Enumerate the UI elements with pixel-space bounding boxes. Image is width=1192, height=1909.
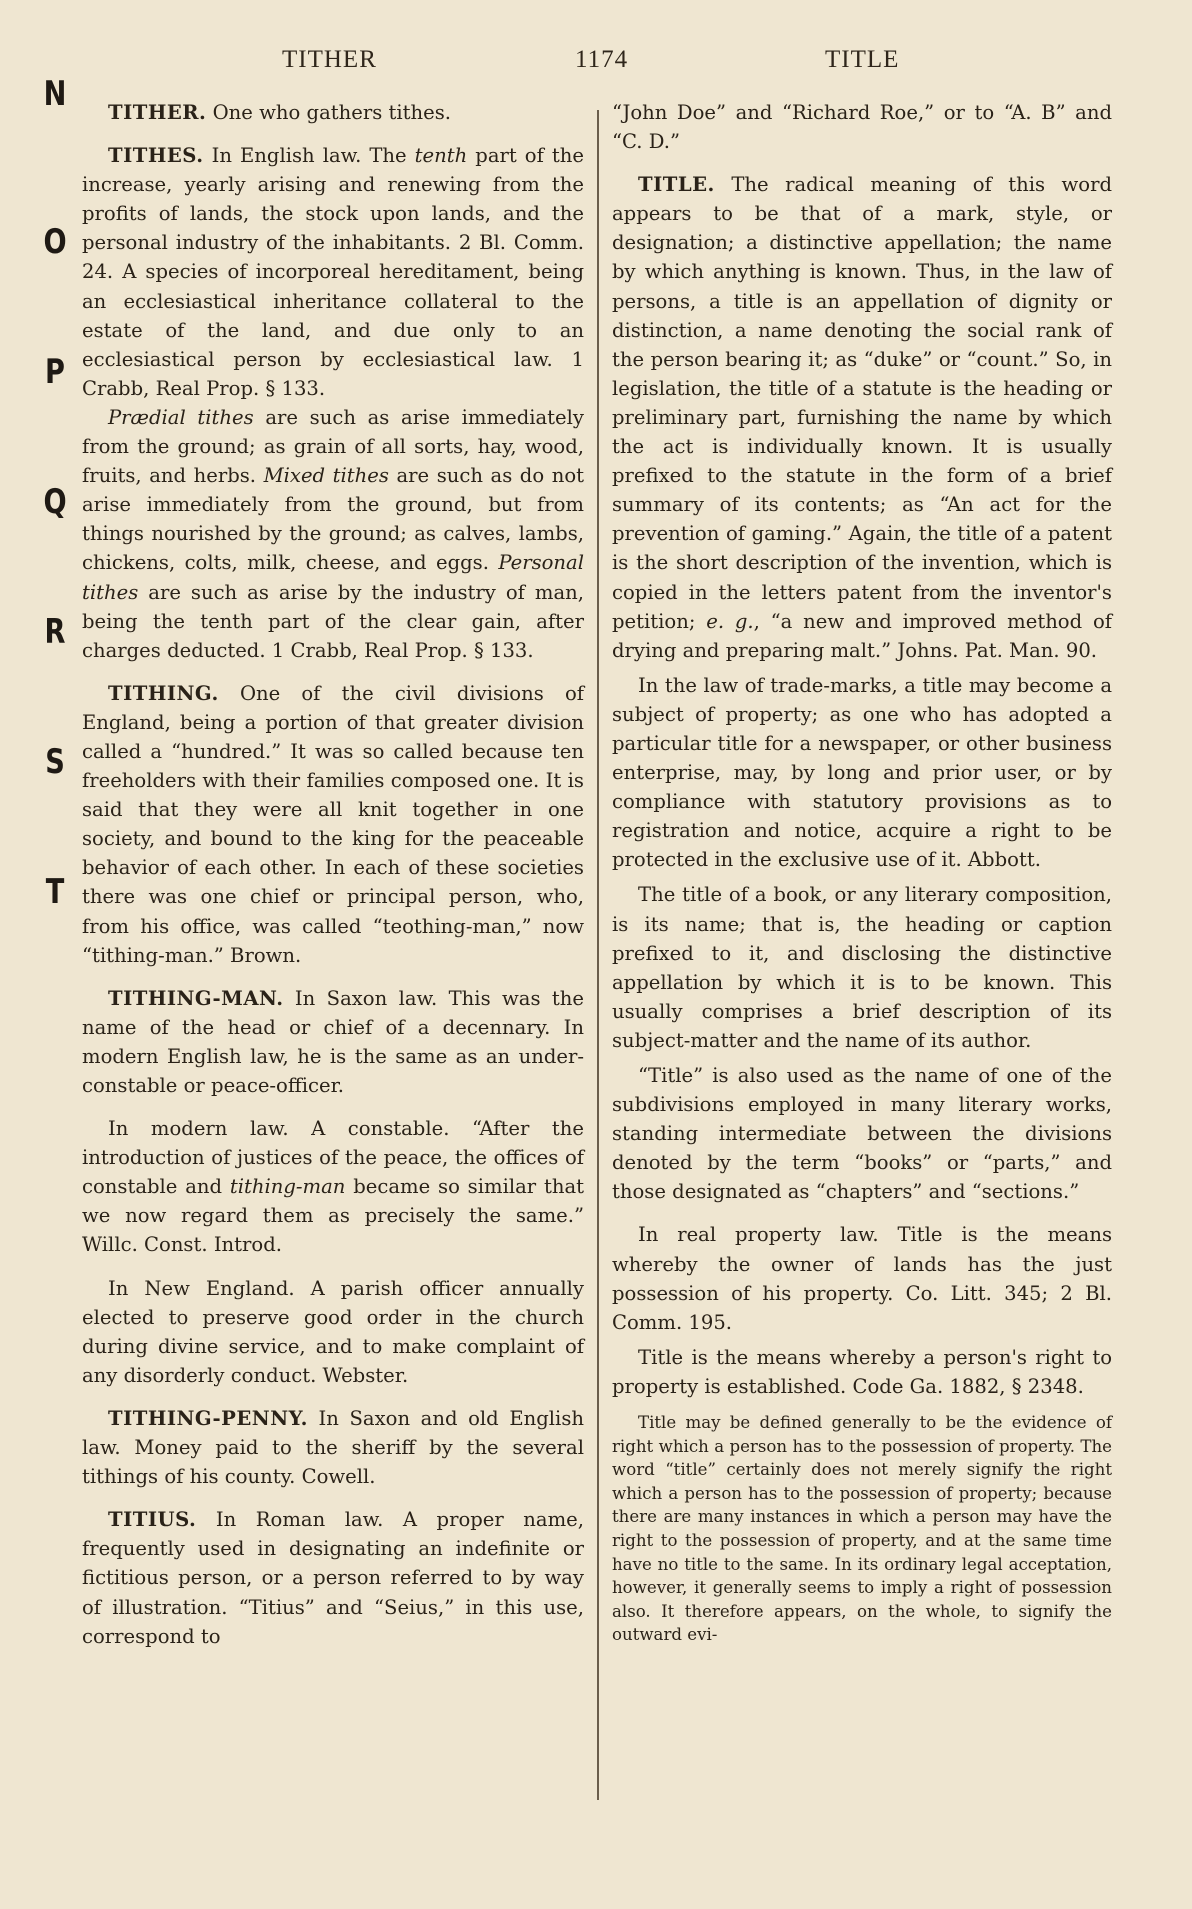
headword-tithing: TITHING.	[108, 681, 219, 705]
italic-term: Mixed tithes	[263, 464, 389, 488]
definition-text: are such as arise by the industry of man, being the tenth part of the clear gain, after charges deducted. 1 Crabb, Real Prop. § 133.	[82, 580, 584, 662]
column-divider	[597, 110, 599, 1800]
definition-text: In English law. The	[203, 144, 415, 168]
entry-title-book: The title of a book, or any literary composition, is its name; that is, the heading or caption prefixed to it, and disclosing the distinctive appellation by which it is to be known. This usually comprises a brief description of its subject-matter and the name of its author.	[612, 883, 1112, 1052]
definition-text: are such as do not arise immediately from the ground, but from things nourished by the ground; as calves, lambs, chickens, colts, milk, cheese, and eggs.	[82, 464, 584, 575]
definition-text: became so similar that we now regard them as precisely the same.” Willc. Const. Introd.	[82, 1175, 584, 1257]
thumb-letter-r: R	[44, 612, 66, 652]
entry-title	[612, 170, 1112, 665]
definition-text: In New England. A parish officer annually elected to preserve good order in the church during divine service, and to make complaint of any disorderly conduct. Webster.	[82, 1276, 584, 1387]
entry-tithes-kinds	[82, 403, 584, 665]
italic-term: tenth	[414, 144, 468, 168]
headword-tither: TITHER.	[108, 101, 207, 124]
entry-titius-continued: “John Doe” and “Richard Roe,” or to “A. B” and “C. D.”	[612, 101, 1112, 154]
entry-tithing-man-modern	[82, 1114, 584, 1259]
definition-text: In Saxon and old English law. Money paid to the sheriff by the several tithings of his county. Cowell.	[82, 1406, 584, 1489]
headword-tithing-penny: TITHING-PENNY.	[108, 1406, 308, 1430]
definition-text: The radical meaning of this word appears to be that of a mark, style, or designation; a distinctive appellation; the name by which anything is known. Thus, in the law of persons, a title is an appellation of dignity or distinction, a name denoting the social rank of the person bearing it; as “duke” or “count.” So, in legislation, the title of a statute is the heading or preliminary part, furnishing the name by which the act is individually known. It is usually prefixed to the statute in the form of a brief summary of its contents; as “An act for the prevention of gaming.” Again, the title of a patent is the short description of the invention, which is copied in the letters patent from the inventor's petition;	[612, 173, 1112, 633]
left-column	[82, 98, 584, 1651]
page-number: 1174	[575, 46, 629, 73]
definition-text: In Saxon law. This was the name of the head or chief of a decennary. In modern English law, he is the same as an under-constable or peace-officer.	[82, 986, 584, 1097]
italic-term: tithing-man	[229, 1175, 346, 1199]
running-header	[0, 42, 1192, 82]
definition-text: are such as arise immediately from the ground; as grain of all sorts, hay, wood, fruits, and herbs.	[82, 405, 584, 488]
definition-text: part of the increase, yearly arising and renewing from the profits of lands, the stock upon lands, and the personal industry of the inhabitants. 2 Bl. Comm. 24. A species of incorporeal hereditament, being an ecclesiastical inheritance collateral to the estate of the land, and due only to an ecclesiastical person by ecclesiastical law. 1 Crabb, Real Prop. § 133.	[82, 144, 584, 400]
thumb-letter-p: P	[45, 352, 65, 392]
header-right-guide-word: TITLE	[825, 46, 900, 73]
entry-title-subdivision: “Title” is also used as the name of one of the subdivisions employed in many literary works, standing intermediate between the divisions denoted by the term “books” or “parts,” and those designated as “chapters” and “sections.”	[612, 1064, 1112, 1204]
italic-term: e. g.	[706, 609, 754, 633]
thumb-letter-q: Q	[43, 482, 67, 522]
entry-title-trade-marks: In the law of trade-marks, a title may become a subject of property; as one who has adopted a particular title for a newspaper, or other business enterprise, may, by long and prior user, or by compliance with statutory provisions as to registration and notice, acquire a right to be protected in the exclusive use of it. Abbott.	[612, 673, 1112, 872]
entry-title-small-print: Title may be defined generally to be the evidence of right which a person has to the possession of property. The word “title” certainly does not merely signify the right which a person has to the possession of property; because there are many instances in which a person may have the right to the possession of property, and at the same time have no title to the same. In its ordinary legal acceptation, however, it generally seems to imply a right of possession also. It therefore appears, on the whole, to signify the outward evi-	[612, 1413, 1112, 1645]
entry-tithing-penny	[82, 1404, 584, 1491]
thumb-letter-n: N	[43, 74, 67, 114]
header-left-guide-word: TITHER	[282, 46, 377, 73]
entry-tithing-man	[82, 984, 584, 1100]
entry-tithes	[82, 141, 584, 403]
entry-title-code-ga: Title is the means whereby a person's right to property is established. Code Ga. 1882, § 2348.	[612, 1345, 1112, 1398]
entry-title-real-property: In real property law. Title is the means whereby the owner of lands has the just possession of his property. Co. Litt. 345; 2 Bl. Comm. 195.	[612, 1223, 1112, 1334]
headword-titius: TITIUS.	[108, 1508, 197, 1532]
definition-text: One who gathers tithes.	[206, 101, 452, 124]
definition-text: In Roman law. A proper name, frequently used in designating an indefinite or fictitious person, or a person referred to by way of illustration. “Titius” and “Seius,” in this use, correspond to	[82, 1508, 584, 1648]
thumb-letter-o: O	[43, 222, 67, 262]
thumb-letter-t: T	[45, 872, 65, 912]
thumb-letter-s: S	[45, 742, 65, 782]
headword-tithing-man: TITHING-MAN.	[108, 986, 284, 1010]
thumb-index	[40, 74, 70, 1090]
headword-title: TITLE.	[638, 173, 715, 197]
italic-term: Personal tithes	[82, 551, 584, 604]
entry-titius	[82, 1505, 584, 1650]
entry-tithing	[82, 679, 584, 970]
definition-text: In modern law. A constable. “After the introduction of justices of the peace, the offices of constable and	[82, 1117, 584, 1199]
definition-text: , “a new and improved method of drying and preparing malt.” Johns. Pat. Man. 90.	[612, 609, 1112, 662]
entry-tithing-man-new-england	[82, 1274, 584, 1390]
right-column	[612, 98, 1112, 1647]
headword-tithes: TITHES.	[108, 144, 204, 168]
entry-tither	[82, 98, 584, 127]
italic-term: Prædial tithes	[108, 405, 254, 429]
definition-text: One of the civil divisions of England, being a portion of that greater division called a “hundred.” It was so called because ten freeholders with their families composed one. It is said that they were all knit together in one society, and bound to the king for the peaceable behavior of each other. In each of these societies there was one chief or principal person, who, from his office, was called “teothing-man,” now “tithing-man.” Brown.	[82, 681, 584, 967]
